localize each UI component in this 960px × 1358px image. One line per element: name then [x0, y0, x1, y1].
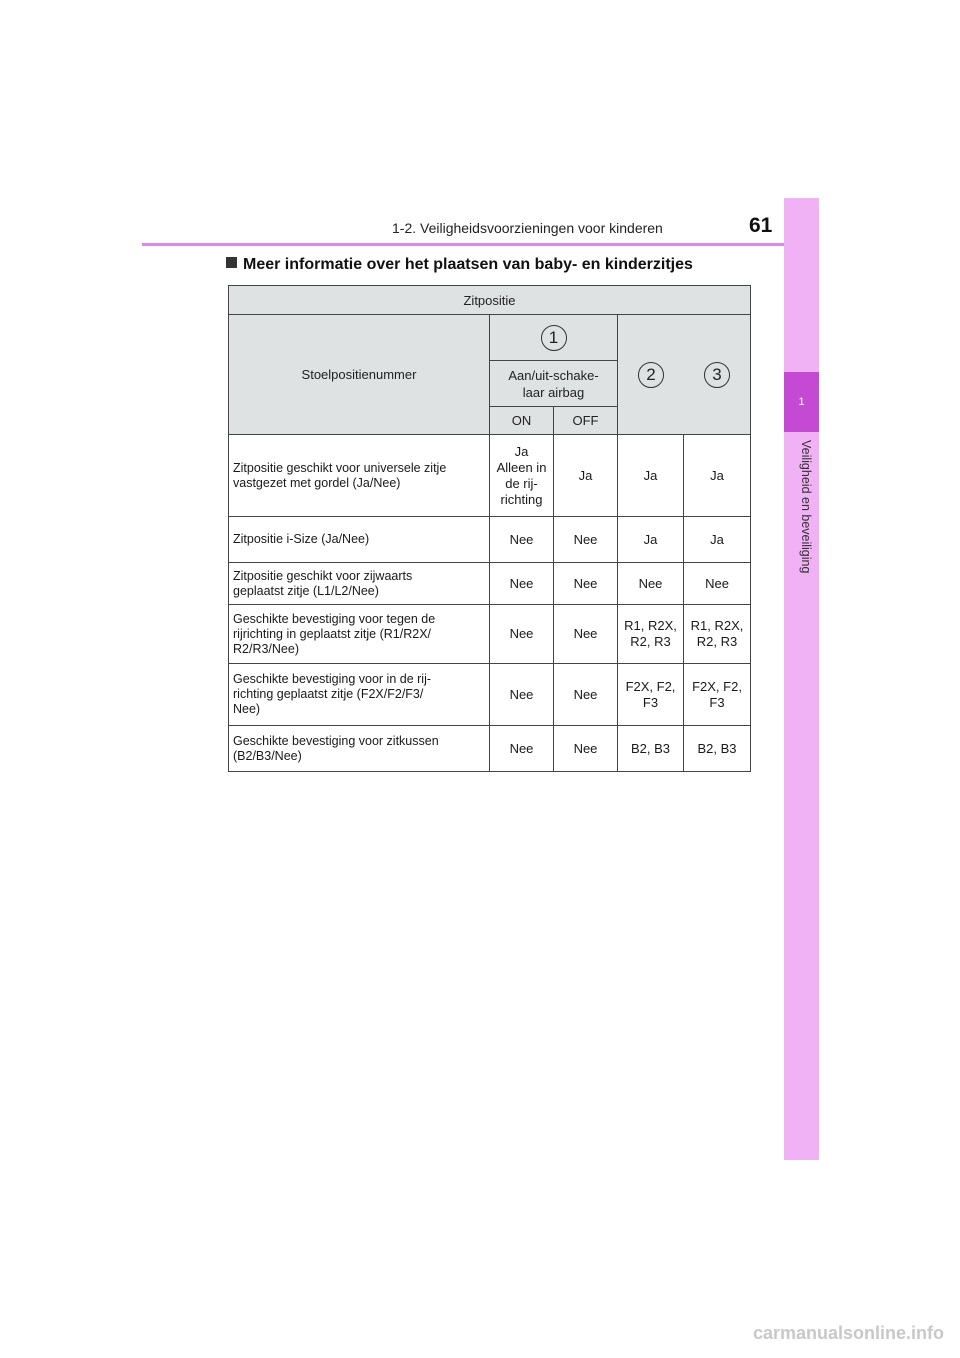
cell-on: Nee: [490, 517, 554, 563]
chapter-title: Veiligheid en beveiliging: [799, 440, 813, 574]
cell-position-2: Ja: [618, 435, 684, 517]
cell-position-3: B2, B3: [684, 726, 751, 772]
cell-position-2: R1, R2X, R2, R3: [618, 605, 684, 664]
cell-position-3: Nee: [684, 563, 751, 605]
row-label: Zitpositie geschikt voor zijwaarts geplaatst zitje (L1/L2/Nee): [229, 563, 490, 605]
section-heading: [226, 256, 693, 274]
cell-on: Nee: [490, 563, 554, 605]
row-label: Geschikte bevestiging voor in de rij- richting geplaatst zitje (F2X/F2/F3/ Nee): [229, 664, 490, 726]
circled-3-icon: 3: [704, 362, 730, 388]
cell-off: Nee: [554, 563, 618, 605]
cell-position-3: Ja: [684, 517, 751, 563]
chapter-side-band: [784, 198, 819, 1160]
chapter-number-tab: [784, 372, 819, 432]
table-row: [229, 605, 751, 664]
row-label: Zitpositie geschikt voor universele zitje vastgezet met gordel (Ja/Nee): [229, 435, 490, 517]
table-row: [229, 726, 751, 772]
airbag-switch-label: Aan/uit-schake- laar airbag: [490, 361, 618, 407]
header-divider: [142, 243, 817, 246]
table-row: [229, 563, 751, 605]
position-2-3-header: [618, 315, 751, 435]
table-title: Zitpositie: [229, 286, 751, 315]
chapter-number: 1: [798, 396, 805, 408]
cell-off: Ja: [554, 435, 618, 517]
cell-position-2: Nee: [618, 563, 684, 605]
position-1-header: [490, 315, 618, 361]
table-row: [229, 435, 751, 517]
off-label: OFF: [554, 407, 618, 435]
row-label: Geschikte bevestiging voor tegen de rijrichting in geplaatst zitje (R1/R2X/ R2/R3/Nee): [229, 605, 490, 664]
cell-on: Nee: [490, 664, 554, 726]
cell-on: Nee: [490, 726, 554, 772]
table-row: [229, 517, 751, 563]
cell-position-2: B2, B3: [618, 726, 684, 772]
cell-off: Nee: [554, 605, 618, 664]
section-heading-text: Meer informatie over het plaatsen van baby- en kinderzitjes: [243, 256, 693, 273]
cell-position-3: F2X, F2, F3: [684, 664, 751, 726]
row-label: Geschikte bevestiging voor zitkussen (B2/B3/Nee): [229, 726, 490, 772]
cell-off: Nee: [554, 517, 618, 563]
cell-position-2: Ja: [618, 517, 684, 563]
seat-number-label: Stoelpositienummer: [229, 315, 490, 435]
circled-2-icon: 2: [638, 362, 664, 388]
cell-position-3: Ja: [684, 435, 751, 517]
cell-on: Nee: [490, 605, 554, 664]
circled-1-icon: 1: [541, 325, 567, 351]
table-row: [229, 664, 751, 726]
row-label: Zitpositie i-Size (Ja/Nee): [229, 517, 490, 563]
cell-off: Nee: [554, 664, 618, 726]
square-bullet-icon: [226, 257, 237, 268]
seat-position-table: [228, 285, 751, 772]
running-header-title: 1-2. Veiligheidsvoorzieningen voor kinderen: [392, 220, 663, 236]
watermark: carmanualsonline.info: [752, 1323, 944, 1343]
cell-off: Nee: [554, 726, 618, 772]
cell-position-2: F2X, F2, F3: [618, 664, 684, 726]
cell-position-3: R1, R2X, R2, R3: [684, 605, 751, 664]
page-number: 61: [749, 214, 773, 237]
on-label: ON: [490, 407, 554, 435]
cell-on: Ja Alleen in de rij- richting: [490, 435, 554, 517]
